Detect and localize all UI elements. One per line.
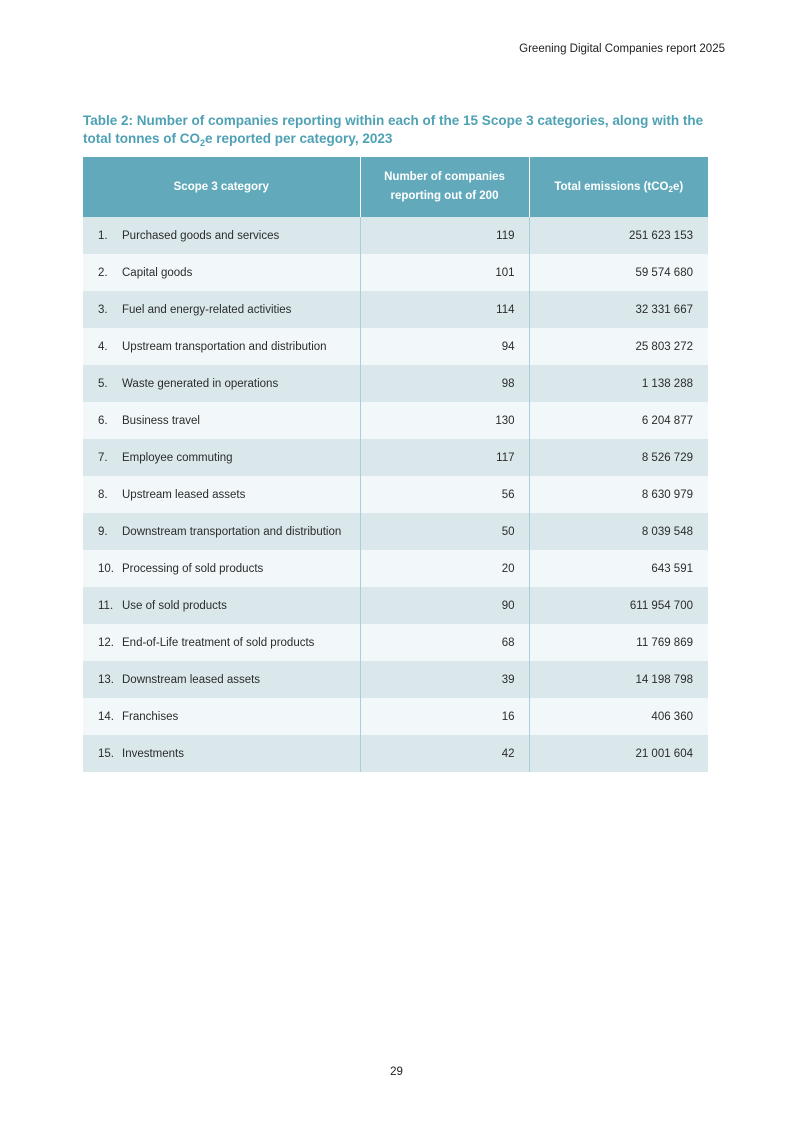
category-label: End-of-Life treatment of sold products (122, 636, 315, 649)
category-index: 7. (98, 451, 108, 464)
emissions-cell: 25 803 272 (529, 328, 708, 365)
emissions-cell: 32 331 667 (529, 291, 708, 328)
table-row (83, 402, 708, 439)
company-count-cell: 130 (360, 402, 529, 439)
category-cell (83, 217, 360, 254)
category-label: Business travel (122, 414, 200, 427)
caption-subscript: 2 (200, 138, 206, 148)
table-row (83, 476, 708, 513)
table-row (83, 439, 708, 476)
category-label: Employee commuting (122, 451, 233, 464)
category-cell (83, 698, 360, 735)
category-label: Downstream transportation and distribution (122, 525, 342, 538)
table-row (83, 698, 708, 735)
company-count-cell: 119 (360, 217, 529, 254)
category-index: 5. (98, 377, 108, 390)
table-row (83, 365, 708, 402)
emissions-cell: 611 954 700 (529, 587, 708, 624)
category-index: 1. (98, 229, 108, 242)
category-index: 3. (98, 303, 108, 316)
table-row (83, 735, 708, 772)
category-label: Franchises (122, 710, 179, 723)
category-cell (83, 513, 360, 550)
company-count-cell: 101 (360, 254, 529, 291)
category-label: Purchased goods and services (122, 229, 280, 242)
category-cell (83, 291, 360, 328)
category-cell (83, 735, 360, 772)
category-cell (83, 402, 360, 439)
company-count-cell: 117 (360, 439, 529, 476)
header-emissions (529, 157, 708, 217)
table-body (83, 217, 708, 772)
category-label: Waste generated in operations (122, 377, 279, 390)
table-row (83, 291, 708, 328)
category-cell (83, 476, 360, 513)
company-count-cell: 20 (360, 550, 529, 587)
caption-line-2-start: total tonnes of CO (83, 131, 200, 146)
scope3-table (83, 157, 708, 772)
emissions-cell: 8 039 548 (529, 513, 708, 550)
company-count-cell: 16 (360, 698, 529, 735)
table-row (83, 217, 708, 254)
category-index: 15. (98, 747, 114, 760)
company-count-cell: 98 (360, 365, 529, 402)
table-row (83, 254, 708, 291)
category-index: 9. (98, 525, 108, 538)
company-count-cell: 94 (360, 328, 529, 365)
header-emissions-subscript: 2 (668, 184, 673, 194)
emissions-cell: 14 198 798 (529, 661, 708, 698)
category-label: Upstream leased assets (122, 488, 246, 501)
company-count-cell: 39 (360, 661, 529, 698)
category-label: Processing of sold products (122, 562, 264, 575)
table-row (83, 550, 708, 587)
category-index: 10. (98, 562, 114, 575)
category-index: 12. (98, 636, 114, 649)
category-cell (83, 439, 360, 476)
category-cell (83, 550, 360, 587)
caption-line-1: Table 2: Number of companies reporting within each of the 15 Scope 3 categories, along with the (83, 113, 704, 128)
emissions-cell: 21 001 604 (529, 735, 708, 772)
emissions-cell: 8 630 979 (529, 476, 708, 513)
company-count-cell: 50 (360, 513, 529, 550)
category-cell (83, 624, 360, 661)
category-index: 14. (98, 710, 114, 723)
category-label: Fuel and energy-related activities (122, 303, 292, 316)
category-index: 6. (98, 414, 108, 427)
emissions-cell: 251 623 153 (529, 217, 708, 254)
header-emissions-start: Total emissions (tCO (554, 180, 669, 193)
category-index: 13. (98, 673, 114, 686)
company-count-cell: 56 (360, 476, 529, 513)
header-count: Number of companies reporting out of 200 (360, 157, 529, 217)
header-category: Scope 3 category (83, 157, 360, 217)
table-row (83, 661, 708, 698)
table-row (83, 328, 708, 365)
table-header-row (83, 157, 708, 217)
category-label: Downstream leased assets (122, 673, 261, 686)
caption-line-2-end: e reported per category, 2023 (205, 131, 393, 146)
company-count-cell: 90 (360, 587, 529, 624)
category-cell (83, 254, 360, 291)
category-cell (83, 661, 360, 698)
emissions-cell: 1 138 288 (529, 365, 708, 402)
emissions-cell: 6 204 877 (529, 402, 708, 439)
table-caption (83, 112, 723, 148)
table-row (83, 513, 708, 550)
company-count-cell: 42 (360, 735, 529, 772)
emissions-cell: 11 769 869 (529, 624, 708, 661)
category-index: 8. (98, 488, 108, 501)
table-row (83, 587, 708, 624)
emissions-cell: 406 360 (529, 698, 708, 735)
category-cell (83, 587, 360, 624)
category-label: Capital goods (122, 266, 193, 279)
category-index: 4. (98, 340, 108, 353)
category-index: 2. (98, 266, 108, 279)
running-header: Greening Digital Companies report 2025 (519, 43, 725, 55)
emissions-cell: 8 526 729 (529, 439, 708, 476)
company-count-cell: 68 (360, 624, 529, 661)
company-count-cell: 114 (360, 291, 529, 328)
emissions-cell: 643 591 (529, 550, 708, 587)
emissions-cell: 59 574 680 (529, 254, 708, 291)
category-label: Upstream transportation and distribution (122, 340, 327, 353)
category-cell (83, 365, 360, 402)
header-emissions-end: e) (672, 180, 684, 193)
page-number: 29 (390, 1066, 403, 1078)
table-row (83, 624, 708, 661)
category-label: Investments (122, 747, 184, 760)
category-cell (83, 328, 360, 365)
category-label: Use of sold products (122, 599, 227, 612)
category-index: 11. (98, 599, 114, 612)
